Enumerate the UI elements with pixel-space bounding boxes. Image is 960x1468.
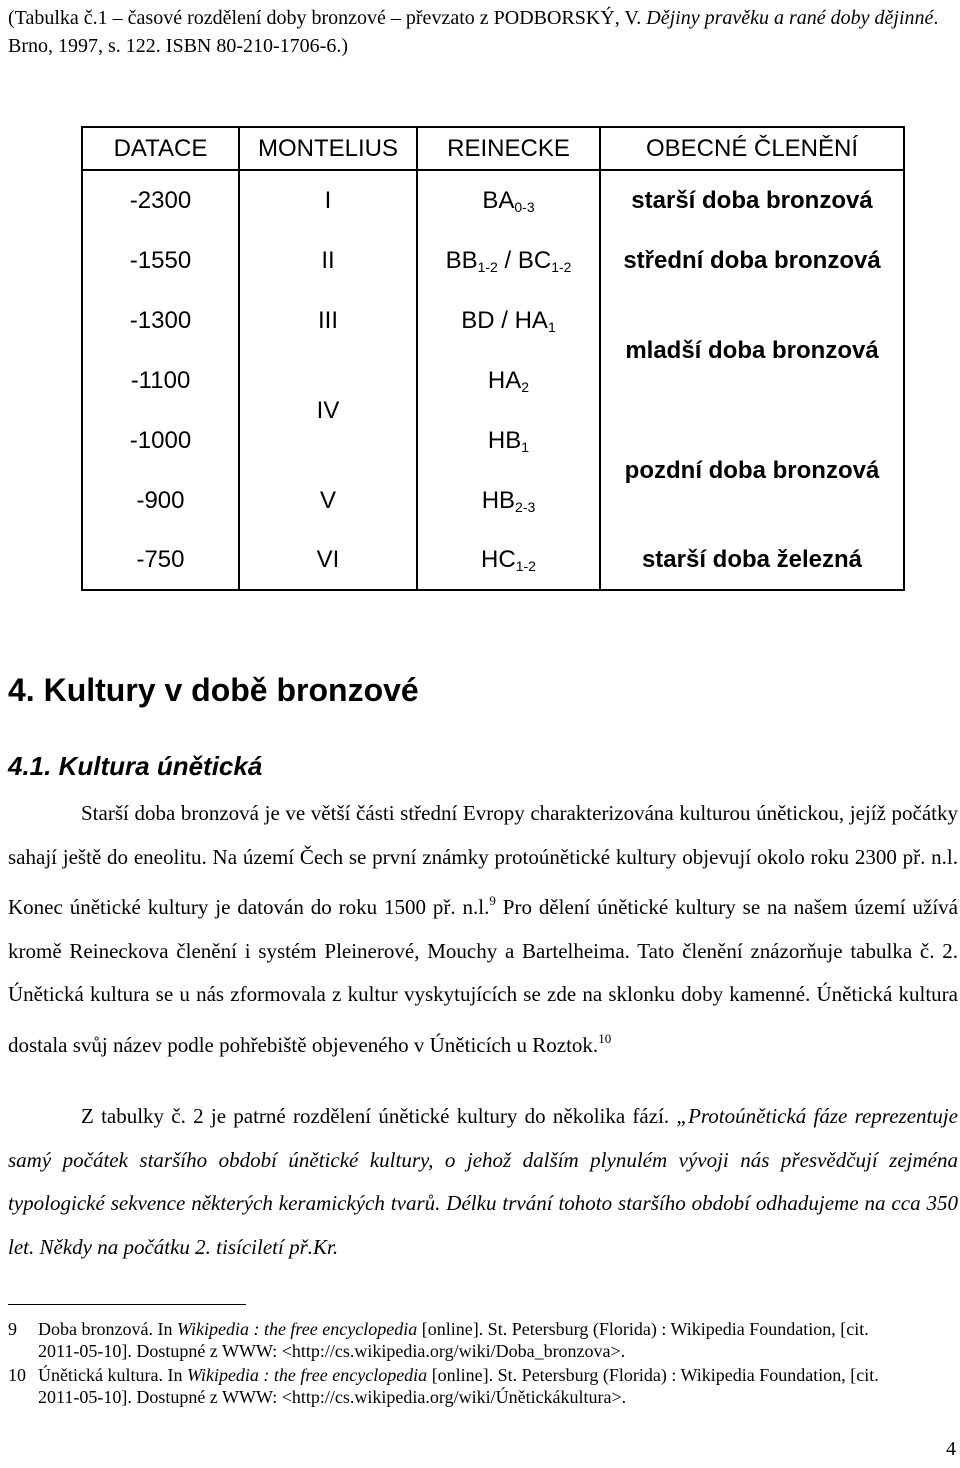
header-datace: DATACE <box>82 127 239 170</box>
paragraph-1-text-a: Starší doba bronzová je ve větší části střední Evropy charakterizována kulturou únětickou, jejíž počátky sahají ještě do eneolitu. Na území Čech se první známky protoúnětické kultury objevují okolo roku 2300 př. n.l. Konec únětické kultury je datován do roku 1500 př. n.l. <box>8 801 958 919</box>
montelius-cell: VI <box>239 531 417 590</box>
montelius-cell: V <box>239 471 417 531</box>
subsection-heading: 4.1. Kultura únětická <box>8 751 263 781</box>
caption-text-1: (Tabulka č.1 – časové rozdělení doby bronzové – převzato z PODBORSKÝ, V. <box>8 7 647 29</box>
page-number: 4 <box>946 1438 956 1460</box>
montelius-cell: III <box>239 291 417 351</box>
reinecke-cell: $HB_{2-3}$ <box>417 471 600 531</box>
footnote-separator <box>8 1304 246 1305</box>
header-montelius: MONTELIUS <box>239 127 417 170</box>
datace-cell: -1550 <box>82 231 239 291</box>
datace-cell: -750 <box>82 531 239 590</box>
footnote-9 <box>8 1318 958 1364</box>
obecne-cell: pozdní doba bronzová <box>600 411 904 531</box>
table-row <box>82 411 904 471</box>
datace-cell: -1000 <box>82 411 239 471</box>
header-obecne-cleneni: OBECNÉ ČLENĚNÍ <box>600 127 904 170</box>
footnote-ref-10[interactable]: 10 <box>598 1030 612 1046</box>
datace-cell: -2300 <box>82 170 239 231</box>
table-row <box>82 170 904 231</box>
footnote-source-title: Wikipedia : the free encyclopedia <box>176 1319 418 1339</box>
table-row <box>82 231 904 291</box>
datace-cell: -1300 <box>82 291 239 351</box>
paragraph-1 <box>8 792 958 1067</box>
caption-book-title: Dějiny pravěku a rané doby dějinné <box>646 7 934 29</box>
reinecke-cell: $BB_{1-2} / BC_{1-2}$ <box>417 231 600 291</box>
obecne-cell: střední doba bronzová <box>600 231 904 291</box>
montelius-cell: IV <box>239 351 417 471</box>
footnote-10 <box>8 1364 958 1410</box>
montelius-cell: I <box>239 170 417 231</box>
section-heading: 4. Kultury v době bronzové <box>8 672 419 708</box>
table-header-row <box>82 127 904 170</box>
footnote-source-title: Wikipedia : the free encyclopedia <box>186 1365 428 1385</box>
header-reinecke: REINECKE <box>417 127 600 170</box>
reinecke-cell: $HB_1$ <box>417 411 600 471</box>
footnote-text: Únětická kultura. In Wikipedia : the free encyclopedia [online]. St. Petersburg (Florida) : Wikipedia Foundation, [cit. 2011-05-10]. Dostupné z WWW: <http://cs.wikipedia.org/wiki/Únětickákultura>. <box>38 1365 879 1407</box>
reinecke-cell: BD / $HA_1$ <box>417 291 600 351</box>
paragraph-1-text-b: Pro dělení únětické kultury se na našem území užívá kromě Reineckova členění i systém Pleinerové, Mouchy a Bartelheima. Tato členění znázorňuje tabulka č. 2. Únětická kultura se u nás zformovala z kultur vyskytujících se zde na sklonku doby kamenné. Únětická kultura dostala svůj název podle pohřebiště objeveného v Úněticích u Roztok. <box>8 895 958 1057</box>
footnote-number: 9 <box>8 1319 17 1339</box>
table-row <box>82 531 904 590</box>
reinecke-cell: $HA_2$ <box>417 351 600 411</box>
footnote-ref-9[interactable]: 9 <box>489 893 496 908</box>
footnote-text: Doba bronzová. In Wikipedia : the free encyclopedia [online]. St. Petersburg (Florida) : Wikipedia Foundation, [cit. 2011-05-10]. Dostupné z WWW: <http://cs.wikipedia.org/wiki/Doba_bronzova>. <box>38 1319 869 1361</box>
reinecke-cell: $HC_{1-2}$ <box>417 531 600 590</box>
obecne-cell: mladší doba bronzová <box>600 291 904 411</box>
paragraph-2-text: Z tabulky č. 2 je patrné rozdělení únětické kultury do několika fází. <box>81 1104 677 1128</box>
footnote-number: 10 <box>8 1365 26 1385</box>
reinecke-cell: $BA_{0-3}$ <box>417 170 600 231</box>
paragraph-2-quote: „Protoúnětická fáze reprezentuje samý počátek staršího období únětické kultury, o jehož dalším plynulém vývoji nás přesvědčují zejména typologické sekvence některých keramických tvarů. Délku trvání tohoto staršího období odhadujeme na cca 350 let. Někdy na počátku 2. tisíciletí př.Kr. <box>8 1104 958 1259</box>
obecne-cell: starší doba bronzová <box>600 170 904 231</box>
table-caption <box>8 4 958 60</box>
datace-cell: -900 <box>82 471 239 531</box>
bronze-age-chronology-table <box>81 126 905 591</box>
obecne-cell: starší doba železná <box>600 531 904 590</box>
caption-text-2: . Brno, 1997, s. 122. ISBN 80-210-1706-6.) <box>8 7 939 57</box>
montelius-cell: II <box>239 231 417 291</box>
datace-cell: -1100 <box>82 351 239 411</box>
table-row <box>82 291 904 351</box>
paragraph-2 <box>8 1095 958 1269</box>
